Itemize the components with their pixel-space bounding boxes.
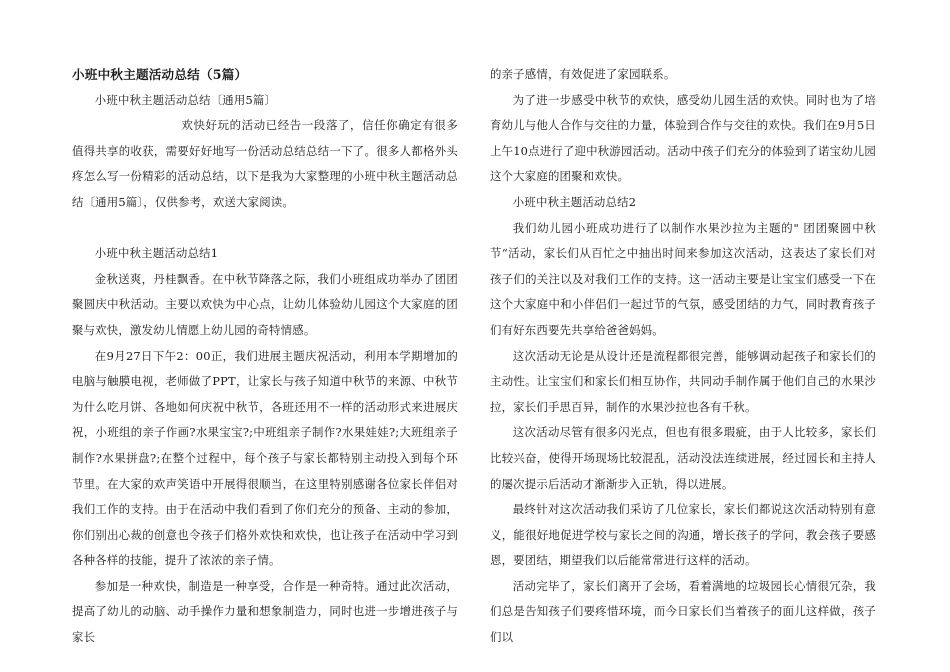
section-1-paragraph: 为了进一步感受中秋节的欢快，感受幼儿园生活的欢快。同时也为了培育幼儿与他人合作与交往的力量，体验到合作与交往的欢快。我们在9月5日上午10点进行了迎中秋游园活动。活动中孩子们充分的体验到了诺宝幼儿园这个大家庭的团聚和欢快。 xyxy=(490,92,876,184)
section-1-heading: 小班中秋主题活动总结1 xyxy=(94,246,219,261)
blank-line xyxy=(72,216,458,242)
section-1-paragraph: 参加是一种欢快，制造是一种享受，合作是一种奇特。通过此次活动，提高了幼儿的动脑、动手操作力量和想象制造力，同时也进一步增进孩子与家长 xyxy=(72,578,458,645)
continuation-paragraph: 的亲子感情，有效促进了家园联系。 xyxy=(490,67,676,81)
section-2-paragraph: 活动完毕了，家长们离开了会场，看着满地的垃圾园长心情很冗杂，我们总是告知孩子们要疼惜环境，而今日家长们当着孩子的面儿这样做，孩子们以 xyxy=(490,578,876,645)
left-column xyxy=(72,62,458,651)
section-2-paragraph: 这次活动尽管有很多闪光点，但也有很多瑕疵，由于人比较多，家长们比较兴奋，使得开场现场比较混乱，活动没法连续进展，经过园长和主持人的屡次提示后活动才渐渐步入正轨，得以进展。 xyxy=(490,425,876,491)
document-title: 小班中秋主题活动总结（5篇） xyxy=(72,67,248,82)
section-1-paragraph: 金秋送爽，丹桂飘香。在中秋节降落之际，我们小班组成功举办了团团聚圆庆中秋活动。主要以欢快为中心点，让幼儿体验幼儿园这个大家庭的团聚与欢快，激发幼儿情愿上幼儿园的奇特情感。 xyxy=(72,271,458,337)
right-column xyxy=(490,62,876,651)
section-2-heading: 小班中秋主题活动总结2 xyxy=(512,194,637,209)
document-subtitle: 小班中秋主题活动总结〔通用5篇〕 xyxy=(94,92,277,107)
section-2-paragraph: 这次活动无论是从设计还是流程都很完善，能够调动起孩子和家长们的主动性。让宝宝们和家长们相互协作，共同动手制作属于他们自己的水果沙拉，家长们手思百异，制作的水果沙拉也各有千秋。 xyxy=(490,348,876,414)
intro-paragraph: 欢快好玩的活动已经告一段落了，信任你确定有很多值得共享的收获，需要好好地写一份活动总结总结一下了。很多人都格外头疼怎么写一份精彩的活动总结，以下是我为大家整理的小班中秋主题活动总结〔通用5篇〕，仅供参考，欢送大家阅读。 xyxy=(72,118,458,209)
section-2-paragraph: 最终针对这次活动我们采访了几位家长，家长们都说这次活动特别有意义，能很好地促进学校与家长之间的沟通，增长孩子的学问，教会孩子要感恩，要团结，期望我们以后能常常进行这样的活动。 xyxy=(490,502,876,568)
section-2-paragraph: 我们幼儿园小班成功进行了以制作水果沙拉为主题的" 团团聚圆中秋节“活动，家长们从百忙之中抽出时间来参加这次活动，这表达了家长们对孩子们的关注以及对我们工作的支持。这一活动主要是让宝宝们感受一下在这个大家庭中和小伴侣们一起过节的气氛，感受团结的力气，同时教育孩子们有好东西要先共享给爸爸妈妈。 xyxy=(490,220,876,337)
section-1-paragraph: 在9月27日下午2：00正，我们进展主题庆祝活动，利用本学期增加的电脑与触膜电视，老师做了PPT，让家长与孩子知道中秋节的来源、中秋节为什么吃月饼、各地如何庆祝中秋节，各班还用不一样的活动形式来进展庆祝，小班组的亲子作画?水果宝宝?;中班组亲子制作?水果娃娃?;大班组亲子制作?水果拼盘?;在整个过程中，每个孩子与家长都特别主动投入到每个环节里。在大家的欢声笑语中开展得很顺当，在这里特别感谢各位家长伴侣对我们工作的支持。由于在活动中我们看到了你们充分的预备、主动的参加，你们别出心裁的创意也令孩子们格外欢快和欢快，也让孩子在活动中学习到各种各样的技能，提升了浓浓的亲子情。 xyxy=(72,348,458,568)
